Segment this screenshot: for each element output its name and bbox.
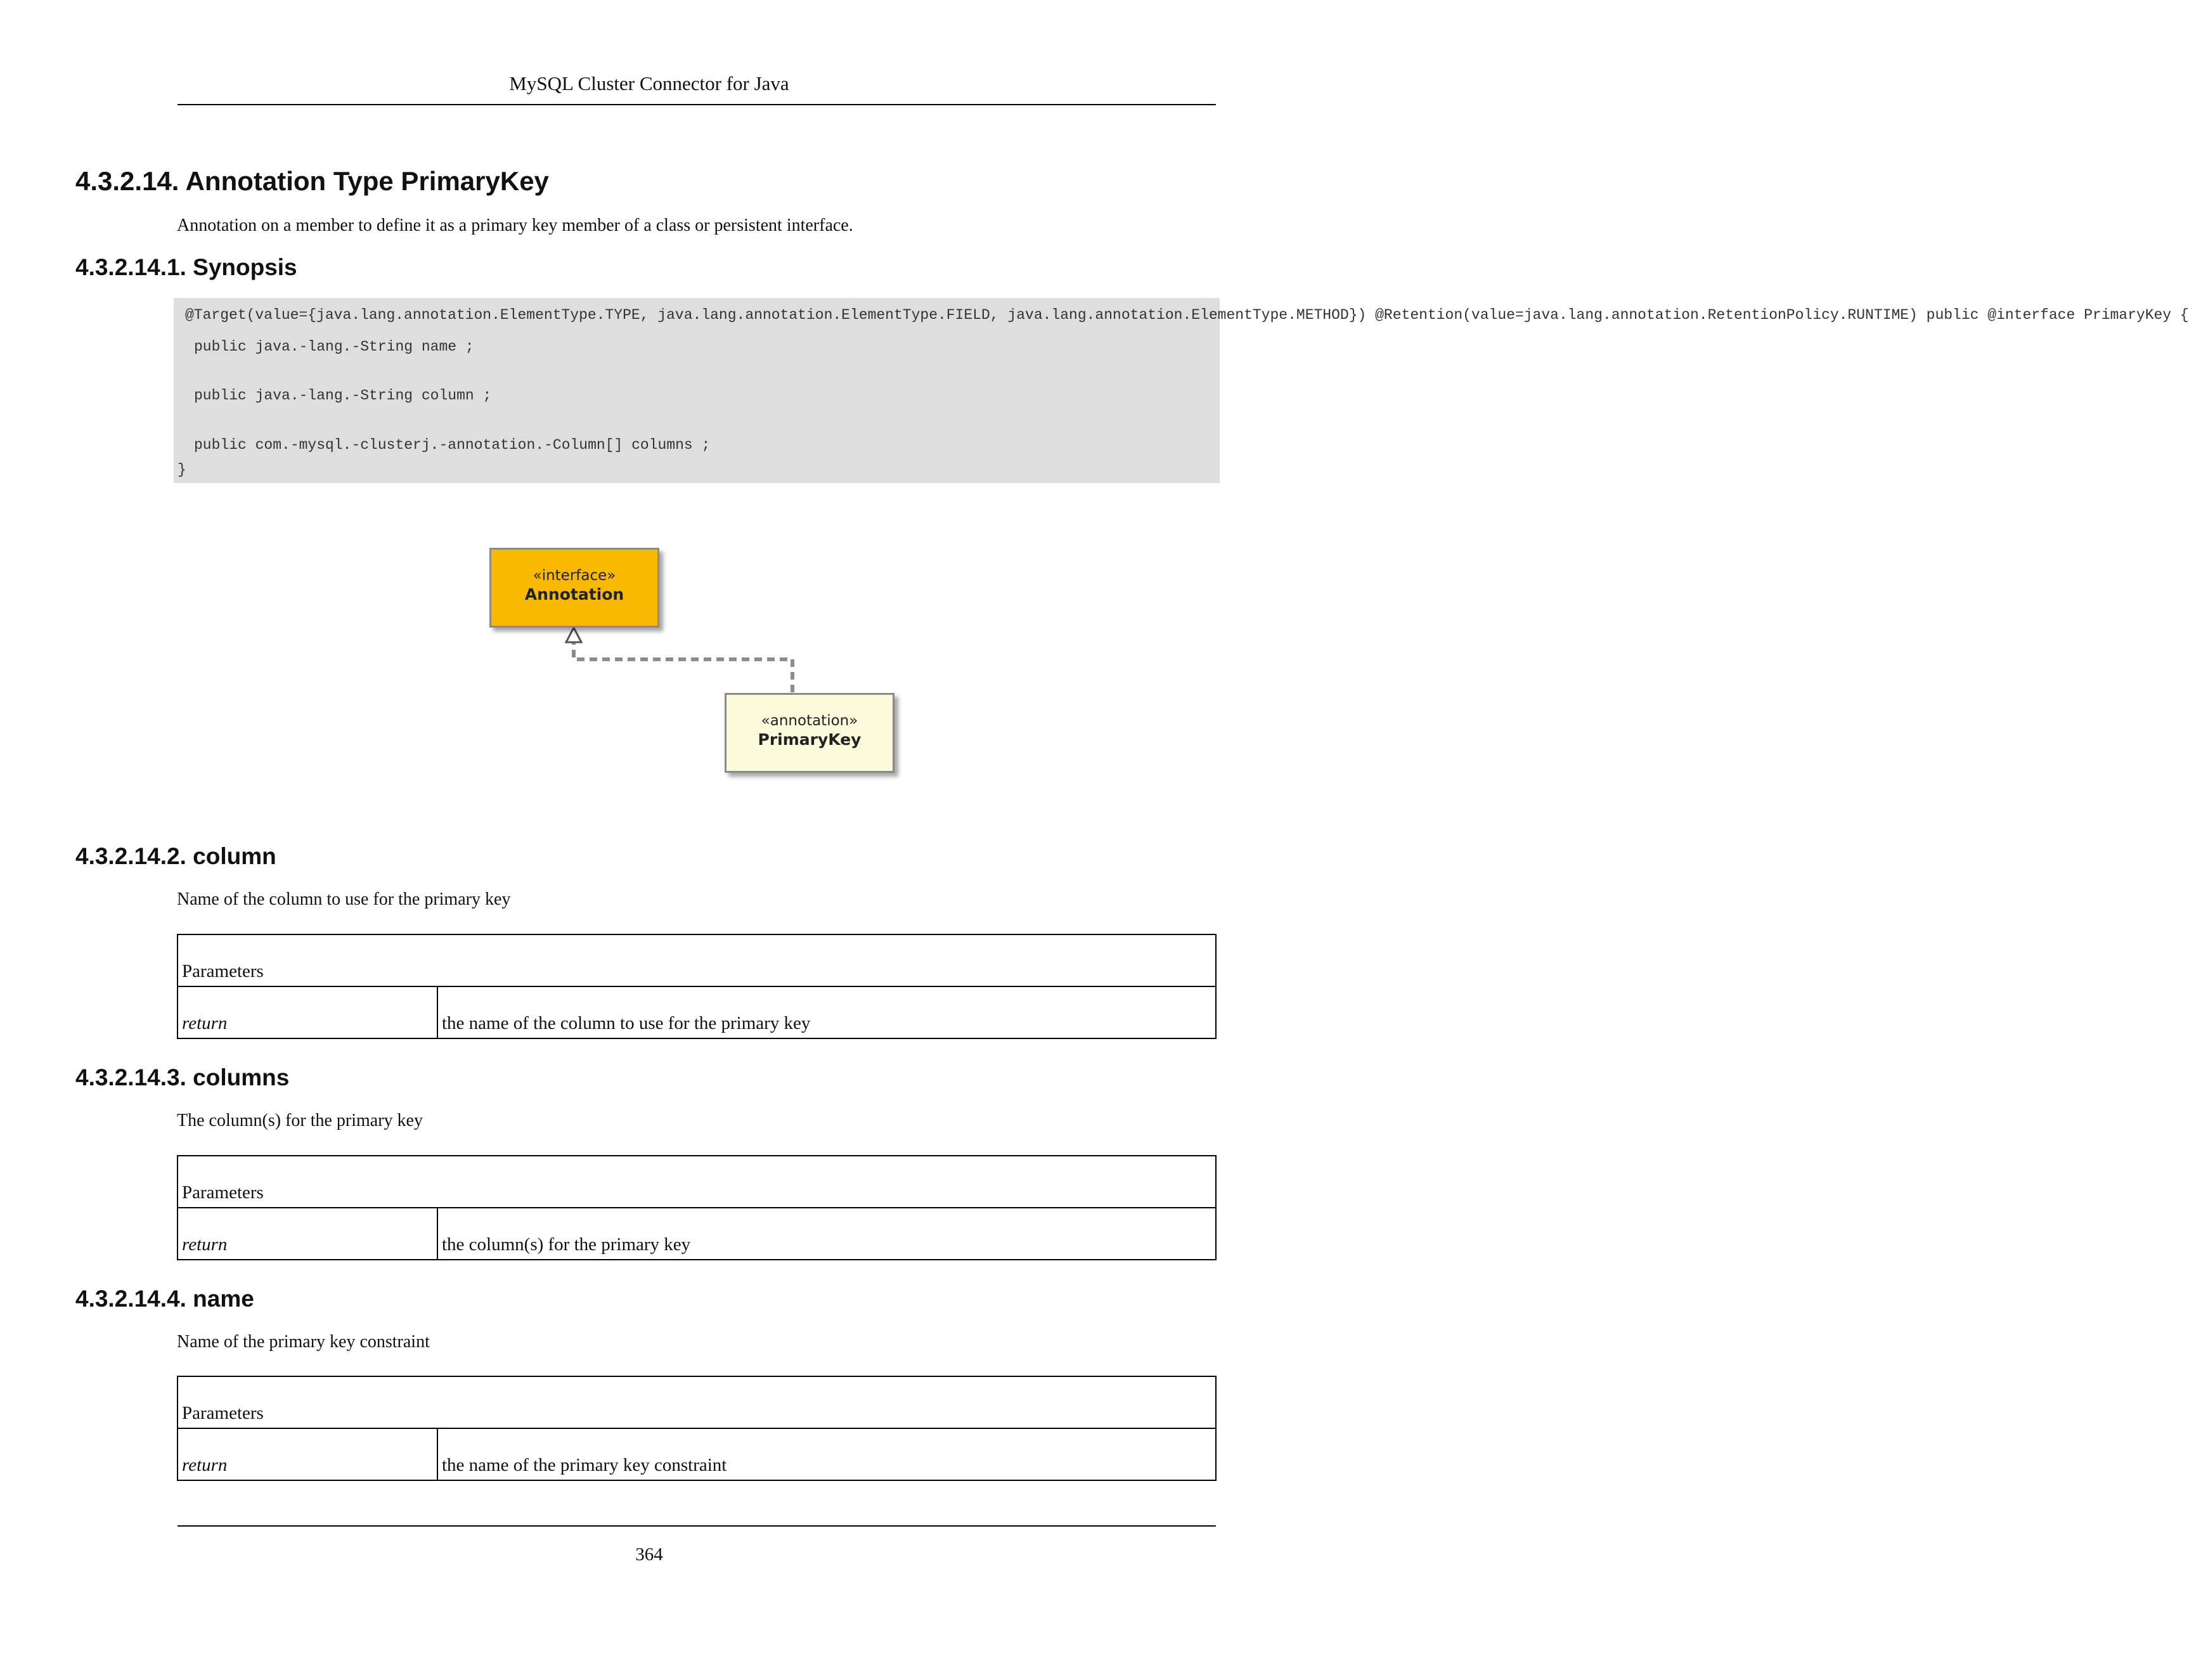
uml-class-name: PrimaryKey [758,730,862,749]
table-row [178,1156,1216,1208]
code-line-close: } [178,462,186,478]
code-line-signature: @Target(value={java.lang.annotation.ElementType.TYPE, java.lang.annotation.ElementType.FIELD, java.lang.annotation.ElementType.METHOD}) @Retention(value=java.lang.annotation.RetentionPolicy.RUNTIME) public @interface PrimaryKey { [185,307,2189,323]
section-heading: 4.3.2.14. Annotation Type PrimaryKey [75,166,549,196]
member-heading-name: 4.3.2.14.4. name [75,1286,254,1312]
param-description: the name of the column to use for the primary key [437,986,1216,1038]
param-name: return [178,1208,437,1260]
running-header: MySQL Cluster Connector for Java [509,72,789,94]
params-table [177,1376,1217,1481]
code-block [174,298,2189,483]
uml-class-name: Annotation [524,585,624,604]
table-row [178,986,1216,1038]
uml-stereotype: «interface» [533,567,616,584]
param-description: the name of the primary key constraint [437,1428,1216,1480]
code-line-name: public java.-lang.-String name ; [194,339,474,355]
synopsis-heading: 4.3.2.14.1. Synopsis [75,254,297,280]
header-rule [178,104,1216,105]
member-heading-column: 4.3.2.14.2. column [75,843,276,869]
inheritance-arrow-icon [566,628,581,642]
uml-class-primarykey [725,693,894,773]
uml-class-annotation [489,548,659,628]
member-description: Name of the column to use for the primary key [177,889,511,909]
params-table [177,934,1217,1039]
uml-stereotype: «annotation» [761,713,858,729]
member-description: The column(s) for the primary key [177,1111,423,1130]
table-header-cell: Parameters [178,934,1216,986]
code-line-column: public java.-lang.-String column ; [194,387,492,404]
param-name: return [178,986,437,1038]
code-line-columns: public com.-mysql.-clusterj.-annotation.-Column[] columns ; [194,437,711,453]
table-row [178,934,1216,986]
table-row [178,1428,1216,1480]
table-header-cell: Parameters [178,1156,1216,1208]
uml-diagram [482,539,926,792]
params-table [177,1155,1217,1260]
table-header-cell: Parameters [178,1376,1216,1428]
member-description: Name of the primary key constraint [177,1332,430,1352]
page-number: 364 [635,1544,663,1565]
table-row [178,1208,1216,1260]
param-name: return [178,1428,437,1480]
table-row [178,1376,1216,1428]
footer-rule [178,1525,1216,1527]
section-description: Annotation on a member to define it as a primary key member of a class or persistent interface. [177,216,853,235]
param-description: the column(s) for the primary key [437,1208,1216,1260]
member-heading-columns: 4.3.2.14.3. columns [75,1064,290,1090]
